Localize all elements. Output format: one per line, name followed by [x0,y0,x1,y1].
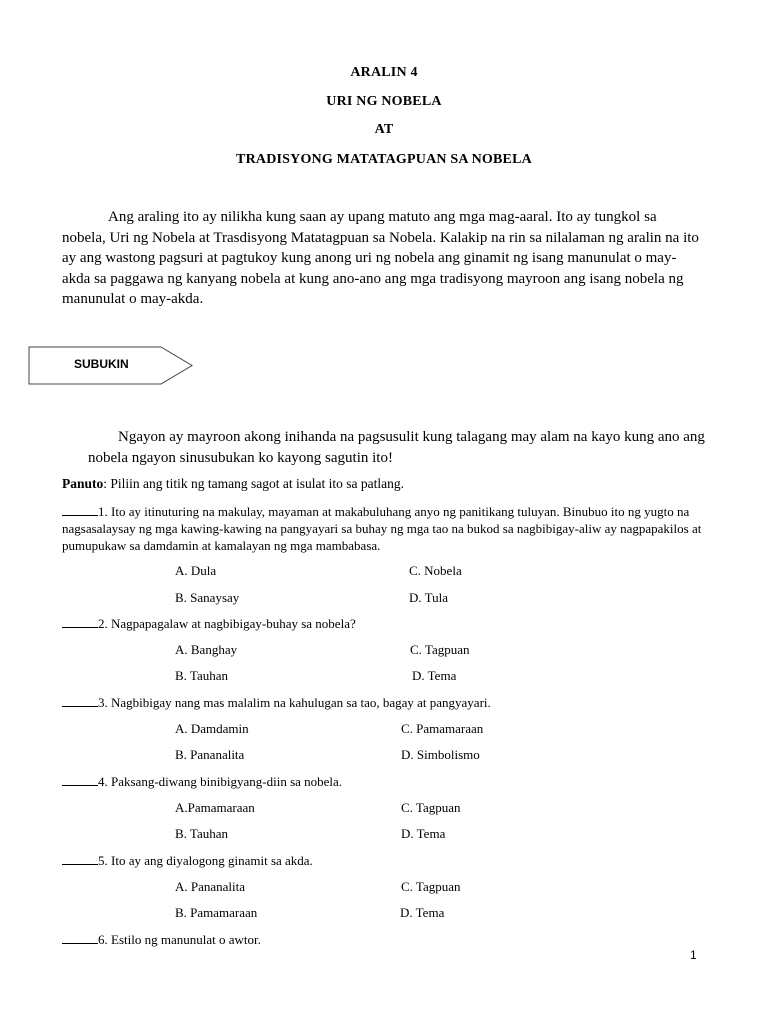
choice: B. Pananalita [175,747,245,762]
choice: A. Damdamin [175,721,249,736]
lesson-subtitle: TRADISYONG MATATAGPUAN SA NOBELA [236,152,532,167]
lead-text: Ngayon ay mayroon akong inihanda na pagsusulit kung talagang may alam na kayo kung ano ang nobela ngayon sinusubukan ko kayong sagutin ito! [88,429,705,466]
question-1 [62,503,712,554]
question-text: 6. Estilo ng manunulat o awtor. [98,932,261,947]
question-5 [62,852,712,869]
directions-label: Panuto [62,476,104,491]
question-text: 4. Paksang-diwang binibigyang-diin sa nobela. [98,774,343,789]
choice: B. Sanaysay [175,590,240,605]
choice: D. Simbolismo [401,747,480,762]
intro-paragraph [62,207,702,310]
question-3 [62,694,712,711]
choice: D. Tema [400,905,445,920]
lead-paragraph [88,427,718,469]
page-number: 1 [690,948,697,962]
title-conjunction: AT [374,122,394,137]
answer-blank [62,695,98,707]
question-text: 5. Ito ay ang diyalogong ginamit sa akda. [98,853,313,868]
directions [62,476,404,492]
choice: B. Pamamaraan [175,905,258,920]
choice: B. Tauhan [175,668,229,683]
question-text: 3. Nagbibigay nang mas malalim na kahulugan sa tao, bagay at pangyayari. [98,695,491,710]
lesson-number: ARALIN 4 [350,65,418,80]
choice: D. Tula [409,590,449,605]
answer-blank [62,932,98,944]
choice: D. Tema [412,668,457,683]
banner-label: SUBUKIN [74,357,129,371]
subukin-banner [28,346,194,386]
intro-text: Ang araling ito ay nilikha kung saan ay upang matuto ang mga mag-aaral. Ito ay tungkol sa nobela, Uri ng Nobela at Trasdisyong Matatagpuan sa Nobela. Kalakip na rin sa nilalaman ng aralin na ito ay ang wastong pagsuri at pagtukoy kung anong uri ng nobela ang ginamit ng isang manunulat o may-akda sa paggawa ng kanyang nobela at kung ano-ano ang mga tradisyong mayroon ang isang nobela ng manunulat o may-akda. [62,209,699,307]
lesson-title: URI NG NOBELA [326,94,442,109]
choice: C. Tagpuan [401,879,461,894]
choice: A.Pamamaraan [175,800,255,815]
answer-blank [62,616,98,628]
question-text: 2. Nagpapagalaw at nagbibigay-buhay sa nobela? [98,616,356,631]
choice: A. Banghay [175,642,238,657]
question-text: 1. Ito ay itinuturing na makulay, mayaman at makabuluhang anyo ng panitikang tuluyan. Binubuo ito ng yugto na nagsasalaysay ng mga kawing-kawing na pangyayari sa buhay ng mga tao na bukod sa nagbibigay-aliw ay nagpapakilos at pumupukaw sa damdamin at kamalayan ng mga mambabasa. [62,504,702,553]
question-2 [62,615,712,632]
question-6 [62,931,712,948]
answer-blank [62,774,98,786]
choice: B. Tauhan [175,826,229,841]
choice: C. Nobela [409,563,462,578]
choice: C. Pamamaraan [401,721,484,736]
choice: A. Pananalita [175,879,246,894]
choice: D. Tema [401,826,446,841]
choice: A. Dula [175,563,217,578]
answer-blank [62,853,98,865]
choice: C. Tagpuan [410,642,470,657]
choice: C. Tagpuan [401,800,461,815]
directions-text: : Piliin ang titik ng tamang sagot at isulat ito sa patlang. [103,476,404,491]
question-4 [62,773,712,790]
answer-blank [62,504,98,516]
